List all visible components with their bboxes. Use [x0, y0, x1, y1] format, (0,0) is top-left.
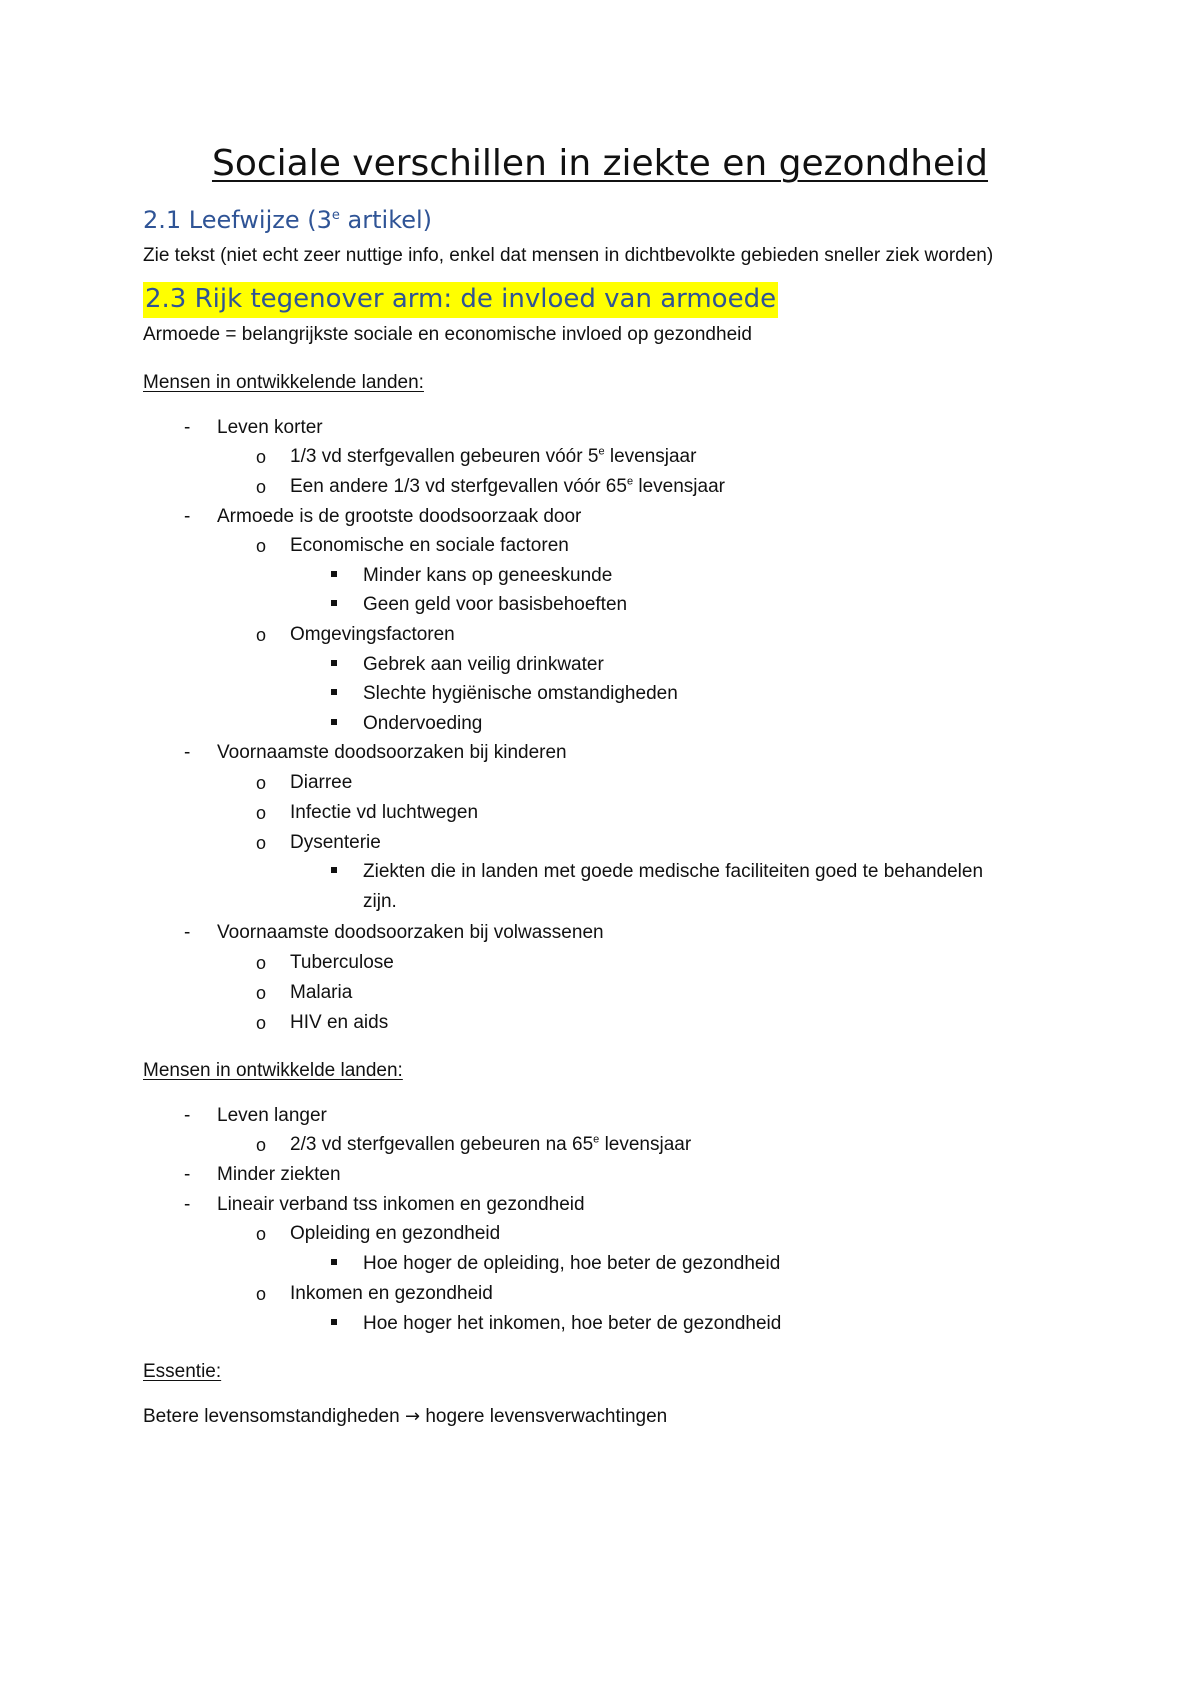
list-item: Armoede is de grootste doodsoorzaak door [217, 506, 582, 527]
list-item: Minder kans op geneeskunde [363, 565, 613, 586]
list-item: Ondervoeding [363, 713, 483, 734]
subheading-developed: Mensen in ontwikkelde landen: [143, 1060, 403, 1081]
list-item: Omgevingsfactoren [290, 624, 455, 645]
square-bullet-icon [331, 689, 337, 695]
list-item: Slechte hygiënische omstandigheden [363, 683, 678, 704]
list-marker-circle: o [256, 536, 267, 556]
list-marker-dash: - [184, 1105, 191, 1126]
list-marker-circle: o [256, 1135, 267, 1155]
list-item: Leven langer [217, 1105, 327, 1126]
square-bullet-icon [331, 600, 337, 606]
item-text: levensjaar [599, 1134, 692, 1155]
list-marker-circle: o [256, 953, 267, 973]
square-bullet-icon [331, 719, 337, 725]
square-bullet-icon [331, 660, 337, 666]
square-bullet-icon [331, 1259, 337, 1265]
list-item-continuation: zijn. [363, 891, 397, 912]
list-item: Diarree [290, 772, 353, 793]
item-text: 2/3 vd sterfgevallen gebeuren na 65 [290, 1134, 594, 1155]
list-marker-dash: - [184, 742, 191, 763]
list-marker-dash: - [184, 1194, 191, 1215]
list-item: Tuberculose [290, 952, 394, 973]
square-bullet-icon [331, 1319, 337, 1325]
section-heading-armoede [143, 286, 778, 312]
list-marker-dash: - [184, 417, 191, 438]
superscript: e [593, 1133, 600, 1146]
list-item [290, 1135, 691, 1154]
list-marker-circle: o [256, 625, 267, 645]
essence-text-part: hogere levensverwachtingen [420, 1406, 668, 1427]
superscript: e [626, 475, 634, 488]
list-item: Hoe hoger de opleiding, hoe beter de gezondheid [363, 1253, 781, 1274]
item-text: Een andere 1/3 vd sterfgevallen vóór 65 [290, 476, 627, 497]
list-marker-circle: o [256, 773, 267, 793]
list-item: Lineair verband tss inkomen en gezondheid [217, 1194, 585, 1215]
list-marker-circle: o [256, 803, 267, 823]
essence-text [143, 1407, 667, 1426]
right-arrow-icon: → [404, 1406, 421, 1427]
superscript: e [598, 445, 605, 458]
list-item: Leven korter [217, 417, 323, 438]
item-text: levensjaar [633, 476, 725, 497]
list-marker-circle: o [256, 1013, 267, 1033]
subheading-essence: Essentie: [143, 1361, 222, 1382]
list-item [290, 447, 696, 466]
item-text: 1/3 vd sterfgevallen gebeuren vóór 5 [290, 446, 599, 467]
superscript: e [331, 208, 340, 223]
square-bullet-icon [331, 571, 337, 577]
list-marker-circle: o [256, 477, 267, 497]
list-item: Malaria [290, 982, 353, 1003]
list-item: Ziekten die in landen met goede medische faciliteiten goed te behandelen [363, 861, 984, 882]
list-item: Inkomen en gezondheid [290, 1283, 493, 1304]
list-marker-circle: o [256, 1284, 267, 1304]
section-heading-leefwijze [143, 208, 432, 232]
subheading-developing: Mensen in ontwikkelende landen: [143, 372, 424, 393]
list-item: Hoe hoger het inkomen, hoe beter de gezondheid [363, 1313, 782, 1334]
square-bullet-icon [331, 867, 337, 873]
list-item: Voornaamste doodsoorzaken bij kinderen [217, 742, 567, 763]
list-marker-circle: o [256, 833, 267, 853]
list-item: Voornaamste doodsoorzaken bij volwassenen [217, 922, 604, 943]
list-marker-circle: o [256, 447, 267, 467]
heading-text: 2.1 Leefwijze (3 [143, 206, 332, 234]
list-item: HIV en aids [290, 1012, 389, 1033]
list-item: Geen geld voor basisbehoeften [363, 594, 628, 615]
list-item: Opleiding en gezondheid [290, 1223, 501, 1244]
section-text-armoede: Armoede = belangrijkste sociale en economische invloed op gezondheid [143, 324, 752, 345]
list-item: Economische en sociale factoren [290, 535, 569, 556]
document-title: Sociale verschillen in ziekte en gezondheid [211, 143, 989, 184]
item-text: levensjaar [604, 446, 697, 467]
list-marker-dash: - [184, 1164, 191, 1185]
section-text-leefwijze: Zie tekst (niet echt zeer nuttige info, enkel dat mensen in dichtbevolkte gebieden sneller ziek worden) [143, 245, 994, 266]
list-item: Infectie vd luchtwegen [290, 802, 479, 823]
list-item [290, 477, 725, 496]
list-item: Dysenterie [290, 832, 381, 853]
list-marker-circle: o [256, 1224, 267, 1244]
list-marker-dash: - [184, 922, 191, 943]
list-item: Minder ziekten [217, 1164, 341, 1185]
list-marker-circle: o [256, 983, 267, 1003]
list-marker-dash: - [184, 506, 191, 527]
list-item: Gebrek aan veilig drinkwater [363, 654, 604, 675]
essence-text-part: Betere levensomstandigheden [143, 1406, 405, 1427]
heading-text: artikel) [339, 206, 433, 234]
highlighted-heading: 2.3 Rijk tegenover arm: de invloed van armoede [143, 282, 778, 318]
